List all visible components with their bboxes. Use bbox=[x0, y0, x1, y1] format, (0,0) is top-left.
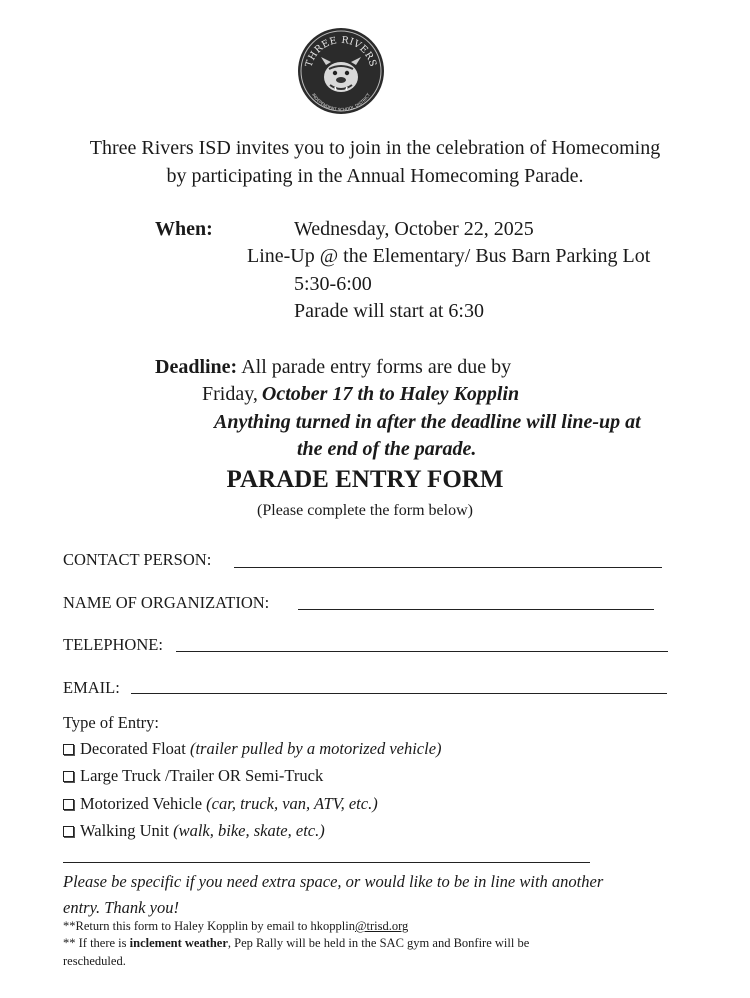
deadline-text: All parade entry forms are due by bbox=[241, 356, 512, 378]
entry-float-label: Decorated Float bbox=[80, 739, 186, 758]
weather-bold: inclement weather bbox=[129, 936, 228, 950]
parade-start: Parade will start at 6:30 bbox=[294, 300, 484, 322]
intro-line-2: by participating in the Annual Homecoming Parade. bbox=[166, 165, 584, 187]
return-instructions bbox=[63, 919, 408, 934]
entry-option-walking[interactable] bbox=[63, 821, 325, 841]
entry-type-label: Type of Entry: bbox=[63, 713, 159, 732]
email-field[interactable] bbox=[131, 693, 667, 694]
contact-person-field[interactable] bbox=[234, 567, 662, 568]
event-location: Line-Up @ the Elementary/ Bus Barn Parking Lot bbox=[247, 245, 651, 267]
telephone-field[interactable] bbox=[176, 651, 668, 652]
lineup-time: 5:30-6:00 bbox=[294, 273, 372, 295]
weather-note bbox=[63, 936, 529, 951]
entry-option-vehicle[interactable] bbox=[63, 794, 378, 814]
deadline-day: Friday, bbox=[202, 383, 258, 405]
logo-seal bbox=[297, 27, 385, 115]
checkbox-truck[interactable] bbox=[63, 771, 74, 782]
deadline-warning-2: the end of the parade. bbox=[297, 438, 477, 460]
form-subtitle: (Please complete the form below) bbox=[257, 502, 473, 519]
entry-option-truck[interactable] bbox=[63, 766, 323, 786]
deadline-warning-1: Anything turned in after the deadline will line-up at bbox=[214, 411, 641, 433]
logo-top-text: THREE RIVERS bbox=[303, 34, 379, 69]
entry-vehicle-note: (car, truck, van, ATV, etc.) bbox=[206, 794, 378, 813]
extra-notes-field[interactable] bbox=[63, 862, 590, 863]
checkbox-float[interactable] bbox=[63, 744, 74, 755]
deadline-line-2 bbox=[202, 383, 519, 406]
weather-note-2: rescheduled. bbox=[63, 954, 126, 968]
specific-note-1: Please be specific if you need extra space, or would like to be in line with another bbox=[63, 872, 604, 891]
logo-bottom-text: INDEPENDENT SCHOOL DISTRICT bbox=[310, 92, 372, 113]
specific-note-2: entry. Thank you! bbox=[63, 898, 179, 917]
event-date: Wednesday, October 22, 2025 bbox=[294, 218, 534, 240]
form-title: PARADE ENTRY FORM bbox=[226, 466, 504, 493]
entry-truck-label: Large Truck /Trailer OR Semi-Truck bbox=[80, 766, 324, 785]
organization-field[interactable] bbox=[298, 609, 654, 610]
entry-vehicle-label: Motorized Vehicle bbox=[80, 794, 203, 813]
email-label: EMAIL: bbox=[63, 678, 120, 697]
entry-walking-label: Walking Unit bbox=[80, 821, 169, 840]
deadline-line-1 bbox=[155, 356, 511, 379]
district-logo bbox=[297, 27, 385, 115]
entry-option-float[interactable] bbox=[63, 739, 442, 759]
checkbox-vehicle[interactable] bbox=[63, 799, 74, 810]
deadline-label: Deadline: bbox=[155, 356, 238, 378]
checkbox-walking[interactable] bbox=[63, 826, 74, 837]
telephone-label: TELEPHONE: bbox=[63, 635, 163, 654]
entry-float-note: (trailer pulled by a motorized vehicle) bbox=[189, 739, 442, 758]
weather-prefix: ** If there is bbox=[63, 936, 127, 950]
organization-label: NAME OF ORGANIZATION: bbox=[63, 593, 270, 612]
return-email-link[interactable]: @trisd.org bbox=[354, 919, 409, 933]
intro-line-1: Three Rivers ISD invites you to join in the celebration of Homecoming bbox=[89, 137, 661, 159]
contact-person-label: CONTACT PERSON: bbox=[63, 550, 212, 569]
entry-walking-note: (walk, bike, skate, etc.) bbox=[173, 821, 325, 840]
deadline-date: October 17 th to Haley Kopplin bbox=[261, 383, 520, 405]
when-label: When: bbox=[155, 218, 213, 240]
return-text: **Return this form to Haley Kopplin by email to hkopplin bbox=[63, 919, 355, 933]
weather-suffix: , Pep Rally will be held in the SAC gym and Bonfire will be bbox=[227, 936, 530, 950]
